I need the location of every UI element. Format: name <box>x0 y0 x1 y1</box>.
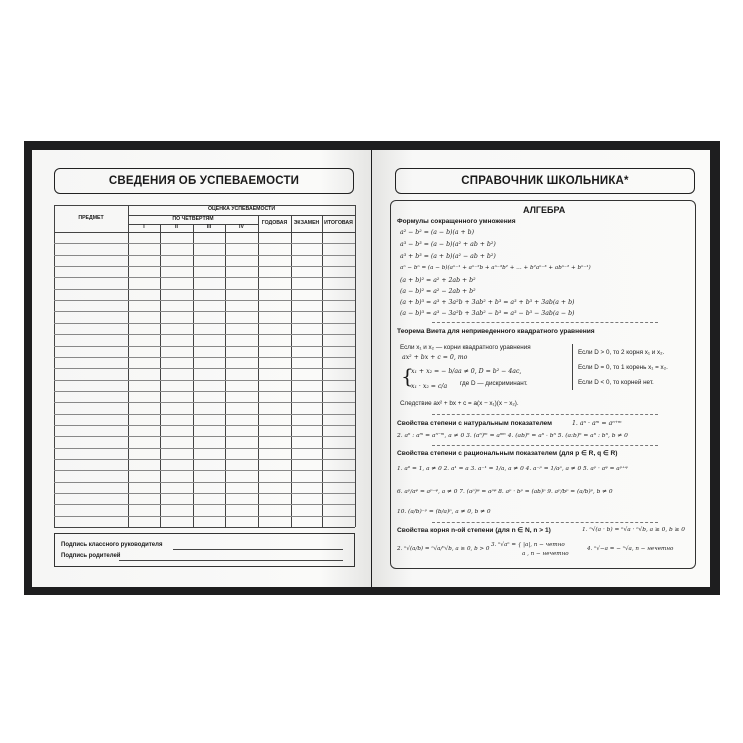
parents-signature-label: Подпись родителей <box>61 553 121 559</box>
vieta-case-1: Если D > 0, то 2 корня x₁ и x₂. <box>578 349 665 356</box>
table-row[interactable] <box>54 346 355 347</box>
divider <box>432 522 658 523</box>
teacher-signature-line[interactable] <box>173 549 343 550</box>
roots-heading: Свойства корня n-ой степени (для n ∈ N, n > 1) <box>397 527 551 534</box>
formula-2: a³ − b³ = (a − b)(a² + ab + b²) <box>400 241 496 248</box>
table-row[interactable] <box>54 425 355 426</box>
table-row[interactable] <box>54 504 355 505</box>
table-row[interactable] <box>54 380 355 381</box>
quarters-header: ПО ЧЕТВЕРТЯМ <box>172 215 214 222</box>
grades-table <box>54 205 355 527</box>
table-row[interactable] <box>54 289 355 290</box>
exam-header: ЭКЗАМЕН <box>293 219 320 226</box>
table-row[interactable] <box>54 482 355 483</box>
quarter-3-header: III <box>206 224 212 231</box>
header-bottom-line <box>54 232 355 233</box>
table-row[interactable] <box>54 448 355 449</box>
column-line <box>258 215 259 527</box>
column-line <box>291 215 292 527</box>
roots-prop-3-odd: a , n − нечетно <box>522 551 569 557</box>
vieta-condition-2: где D — дискриминант. <box>460 380 528 387</box>
formula-4: aⁿ − bⁿ = (a − b)(aⁿ⁻¹ + aⁿ⁻²b + aⁿ⁻³b² + … + b²aⁿ⁻³ + abⁿ⁻² + bⁿ⁻¹) <box>400 265 591 271</box>
signature-box <box>54 533 355 567</box>
column-line <box>128 205 129 527</box>
table-row[interactable] <box>54 516 355 517</box>
table-row[interactable] <box>54 391 355 392</box>
formula-8: (a − b)³ = a³ − 3a²b + 3ab² − b³ = a³ − b³ − 3ab(a − b) <box>400 310 575 317</box>
table-row[interactable] <box>54 277 355 278</box>
quarter-4-header: IV <box>239 224 244 231</box>
table-row[interactable] <box>54 300 355 301</box>
table-row[interactable] <box>54 493 355 494</box>
table-row[interactable] <box>54 368 355 369</box>
formula-5: (a + b)² = a² + 2ab + b² <box>400 277 476 284</box>
year-header: ГОДОВАЯ <box>261 219 288 226</box>
table-row[interactable] <box>54 323 355 324</box>
rational-power-row-3: 10. (a/b)⁻ᵖ = (b/a)ᵖ, a ≠ 0, b ≠ 0 <box>397 509 491 515</box>
table-row[interactable] <box>54 334 355 335</box>
final-header: ИТОГОВАЯ <box>324 219 353 226</box>
table-row[interactable] <box>54 402 355 403</box>
natural-power-heading: Свойства степени с натуральным показателем <box>397 420 553 427</box>
divider <box>432 322 658 323</box>
roots-prop-1: 1. ⁿ√(a · b) = ⁿ√a · ⁿ√b, a ≥ 0, b ≥ 0 <box>582 527 685 533</box>
vieta-sum: x₁ + x₂ = − b/a <box>411 368 459 375</box>
formula-6: (a − b)² = a² − 2ab + b² <box>400 288 476 295</box>
page-title-grades: СВЕДЕНИЯ ОБ УСПЕВАЕМОСТИ <box>54 168 354 194</box>
vieta-equation: ax² + bx + c = 0, то <box>402 354 468 361</box>
vieta-heading: Теорема Виета для неприведенного квадратного уравнения <box>397 328 595 335</box>
divider <box>432 414 658 415</box>
table-row[interactable] <box>54 414 355 415</box>
parents-signature-line[interactable] <box>119 560 343 561</box>
table-border <box>54 205 55 527</box>
vieta-separator <box>572 344 573 390</box>
table-row[interactable] <box>54 436 355 437</box>
table-row[interactable] <box>54 255 355 256</box>
vieta-case-2: Если D = 0, то 1 корень x₁ = x₂. <box>578 364 668 371</box>
table-row[interactable] <box>54 311 355 312</box>
roots-prop-4: 4. ⁿ√−a = − ⁿ√a, n − нечетно <box>587 546 674 552</box>
table-row[interactable] <box>54 470 355 471</box>
natural-power-prop-1: 1. aⁿ · aᵐ = aⁿ⁺ᵐ <box>572 420 622 427</box>
rational-power-heading: Свойства степени с рациональным показателем (для p ∈ R, q ∈ R) <box>397 450 618 457</box>
table-row[interactable] <box>54 459 355 460</box>
page-title-reference: СПРАВОЧНИК ШКОЛЬНИКА* <box>395 168 695 194</box>
roots-prop-3-even: 3. ⁿ√aⁿ = { |a|, n − четно <box>491 542 565 548</box>
table-border <box>54 527 355 528</box>
formula-3: a³ + b³ = (a + b)(a² − ab + b²) <box>400 253 496 260</box>
roots-prop-2: 2. ⁿ√(a/b) = ⁿ√a/ⁿ√b, a ≥ 0, b > 0 <box>397 546 490 552</box>
teacher-signature-label: Подпись классного руководителя <box>61 542 163 548</box>
grade-header: ОЦЕНКА УСПЕВАЕМОСТИ <box>207 206 276 213</box>
vieta-condition-1: a ≠ 0, D = b² − 4ac, <box>458 368 522 375</box>
vieta-intro: Если x₁ и x₂ — корни квадратного уравнения <box>400 344 531 351</box>
table-row[interactable] <box>54 266 355 267</box>
table-border <box>355 205 356 527</box>
formula-7: (a + b)³ = a³ + 3a²b + 3ab² + b³ = a³ + b³ + 3ab(a + b) <box>400 299 575 306</box>
column-line <box>322 215 323 527</box>
divider <box>432 445 658 446</box>
rational-power-row-1: 1. a⁰ = 1, a ≠ 0 2. a¹ = a 3. a⁻¹ = 1/a, a ≠ 0 4. a⁻ᵖ = 1/aᵖ, a ≠ 0 5. aᵖ · aᵠ = aᵖ⁺ᵠ <box>397 466 628 472</box>
system-brace: { <box>401 364 414 388</box>
natural-power-row-2: 2. aⁿ : aᵐ = aⁿ⁻ᵐ, a ≠ 0 3. (aⁿ)ᵐ = aⁿᵐ 4. (ab)ⁿ = aⁿ · bⁿ 5. (a:b)ⁿ = aⁿ : bⁿ, b ≠ 0 <box>397 433 628 439</box>
quarter-1-header: I <box>143 224 145 231</box>
formulas-heading: Формулы сокращенного умножения <box>397 218 516 225</box>
rational-power-row-2: 6. aᵖ/aᵠ = aᵖ⁻ᵠ, a ≠ 0 7. (aᵖ)ᵠ = aᵖᵠ 8. aᵖ · bᵖ = (ab)ᵖ 9. aᵖ/bᵖ = (a/b)ᵖ, b ≠ 0 <box>397 489 613 495</box>
vieta-corollary: Следствие ax² + bx + c = a(x − x₁)(x − x₂). <box>400 400 519 407</box>
vieta-product: x₁ · x₂ = c/a <box>411 383 448 390</box>
table-row[interactable] <box>54 357 355 358</box>
quarter-2-header: II <box>175 224 178 231</box>
subject-header: ПРЕДМЕТ <box>78 214 104 221</box>
table-row[interactable] <box>54 243 355 244</box>
section-title-algebra: АЛГЕБРА <box>523 205 566 215</box>
formula-1: a² − b² = (a − b)(a + b) <box>400 229 475 236</box>
vieta-case-3: Если D < 0, то корней нет. <box>578 379 654 386</box>
